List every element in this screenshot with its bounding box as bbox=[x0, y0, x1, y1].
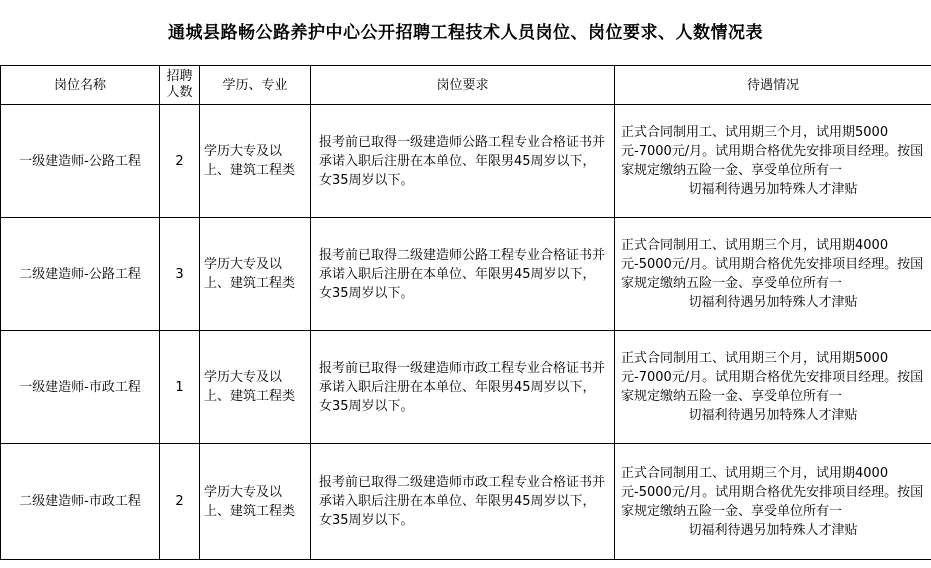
table-row bbox=[1, 218, 931, 331]
cell-benefits bbox=[615, 331, 931, 444]
benefits-text-last: 切福利待遇另加特殊人才津贴 bbox=[688, 295, 858, 310]
cell-requirements: 报考前已取得二级建造师市政工程专业合格证书并承诺入职后注册在本单位、年限男45周岁以下，女35周岁以下。 bbox=[311, 444, 615, 560]
benefits-text: 正式合同制用工、试用期三个月，试用期5000元-7000元/月。试用期合格优先安排项目经理。按国家规定缴纳五险一金、享受单位所有一 bbox=[621, 125, 924, 178]
cell-position: 二级建造师-市政工程 bbox=[1, 444, 160, 560]
header-count-line2: 人数 bbox=[166, 85, 193, 100]
cell-benefits bbox=[615, 218, 931, 331]
recruitment-table bbox=[0, 65, 931, 560]
header-count-line1: 招聘 bbox=[166, 69, 193, 84]
header-requirements: 岗位要求 bbox=[311, 66, 615, 105]
cell-count: 2 bbox=[160, 444, 200, 560]
benefits-text-last: 切福利待遇另加特殊人才津贴 bbox=[688, 522, 858, 538]
cell-requirements: 报考前已取得一级建造师市政工程专业合格证书并承诺入职后注册在本单位、年限男45周岁以下，女35周岁以下。 bbox=[311, 331, 615, 444]
benefits-text: 正式合同制用工、试用期三个月，试用期4000元-5000元/月。试用期合格优先安排项目经理。按国家规定缴纳五险一金、享受单位所有一 bbox=[621, 238, 924, 291]
benefits-text-last: 切福利待遇另加特殊人才津贴 bbox=[688, 408, 858, 423]
cell-position: 一级建造师-公路工程 bbox=[1, 105, 160, 218]
cell-benefits bbox=[615, 444, 931, 560]
header-count bbox=[160, 66, 200, 105]
cell-position: 一级建造师-市政工程 bbox=[1, 331, 160, 444]
benefits-text-last: 切福利待遇另加特殊人才津贴 bbox=[688, 182, 858, 197]
cell-benefits bbox=[615, 105, 931, 218]
table-row bbox=[1, 444, 931, 560]
table-header-row bbox=[1, 66, 931, 105]
benefits-text: 正式合同制用工、试用期三个月，试用期4000元-5000元/月。试用期合格优先安排项目经理。按国家规定缴纳五险一金、享受单位所有一 bbox=[621, 465, 924, 519]
page-title: 通城县路畅公路养护中心公开招聘工程技术人员岗位、岗位要求、人数情况表 bbox=[168, 23, 763, 43]
cell-count: 2 bbox=[160, 105, 200, 218]
header-position: 岗位名称 bbox=[1, 66, 160, 105]
table-row bbox=[1, 105, 931, 218]
cell-requirements: 报考前已取得二级建造师公路工程专业合格证书并承诺入职后注册在本单位、年限男45周岁以下，女35周岁以下。 bbox=[311, 218, 615, 331]
table-row bbox=[1, 331, 931, 444]
cell-position: 二级建造师-公路工程 bbox=[1, 218, 160, 331]
cell-education: 学历大专及以上、建筑工程类 bbox=[200, 444, 311, 560]
benefits-text: 正式合同制用工、试用期三个月，试用期5000元-7000元/月。试用期合格优先安排项目经理。按国家规定缴纳五险一金、享受单位所有一 bbox=[621, 351, 924, 404]
header-benefits: 待遇情况 bbox=[615, 66, 931, 105]
header-education: 学历、专业 bbox=[200, 66, 311, 105]
cell-count: 1 bbox=[160, 331, 200, 444]
cell-education: 学历大专及以上、建筑工程类 bbox=[200, 331, 311, 444]
cell-count: 3 bbox=[160, 218, 200, 331]
cell-education: 学历大专及以上、建筑工程类 bbox=[200, 218, 311, 331]
cell-education: 学历大专及以上、建筑工程类 bbox=[200, 105, 311, 218]
cell-requirements: 报考前已取得一级建造师公路工程专业合格证书并承诺入职后注册在本单位、年限男45周岁以下，女35周岁以下。 bbox=[311, 105, 615, 218]
